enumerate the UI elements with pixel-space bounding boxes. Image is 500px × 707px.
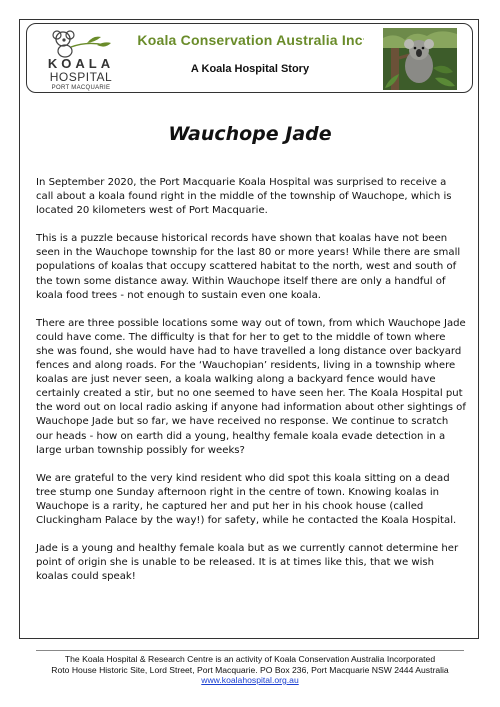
- footer-organization-line: The Koala Hospital & Research Centre is an activity of Koala Conservation Australia Incorporated: [64, 654, 436, 664]
- article-title: Wauchope Jade: [168, 123, 332, 145]
- logo-hospital-text: HOSPITAL: [49, 70, 113, 84]
- article-paragraph: There are three possible locations some way out of town, from which Wauchope Jade could have come. The difficulty is that for her to get to the middle of town where she was found, she would have had to have travelled a long distance over backyard fences and along roads. For the ‘Wauchopian’ residents, living in a township where koalas are just never seen, a koala walking along a backyard fence would have certainly created a stir, but no one seemed to have seen her. The Koala Hospital put the word out on local radio asking if anyone had information about other sightings of Wauchope Jade but so far, we have received no response. We continue to scratch our heads - how on earth did a young, healthy female koala evade detection in a large urban township possibly for weeks?: [36, 317, 466, 456]
- organization-name-suffix: .: [362, 35, 365, 42]
- article-paragraph: We are grateful to the very kind resident who did spot this koala sitting on a dead tree stump one Sunday afternoon right in the centre of town. Knowing koalas in Wauchope is a rarity, he captured her and put her in his chook house (called Cluckingham Palace by the way!) for safety, while he contacted the Koala Hospital.: [36, 472, 457, 526]
- article-paragraph: Jade is a young and healthy female koala but as we currently cannot determine her point of origin she is unable to be released. It is at times like this, that we wish koalas could speak!: [36, 543, 459, 583]
- logo-koala-text: KOALA: [47, 56, 115, 71]
- organization-name: [122, 32, 380, 48]
- story-subtitle: A Koala Hospital Story: [190, 63, 310, 75]
- website-link[interactable]: www.koalahospital.org.au: [201, 675, 299, 685]
- logo-location-text: PORT MACQUARIE: [51, 85, 111, 91]
- article-paragraph: In September 2020, the Port Macquarie Koala Hospital was surprised to receive a call about a koala found right in the middle of the township of Wauchope, which is located 20 kilometers west of Port Macquarie.: [36, 177, 452, 217]
- footer: [20, 654, 480, 686]
- footer-address-line: Roto House Historic Site, Lord Street, Port Macquarie. PO Box 236, Port Macquarie NSW 2444 Australia: [51, 664, 449, 675]
- article-paragraph: This is a puzzle because historical records have shown that koalas have not been seen in the Wauchope township for the last 80 or more years! While there are small populations of koalas that occupy scattered habitat to the north, west and south of the town some distance away. Within Wauchope itself there are only a handful of koala food trees - not enough to sustain even one koala.: [36, 233, 461, 301]
- article-body: [36, 176, 466, 598]
- organization-name-text: Koala Conservation Australia Inc: [137, 32, 363, 48]
- logo-wordmark: [36, 57, 126, 92]
- koala-in-tree-photo: [383, 28, 457, 90]
- footer-divider: [36, 650, 464, 651]
